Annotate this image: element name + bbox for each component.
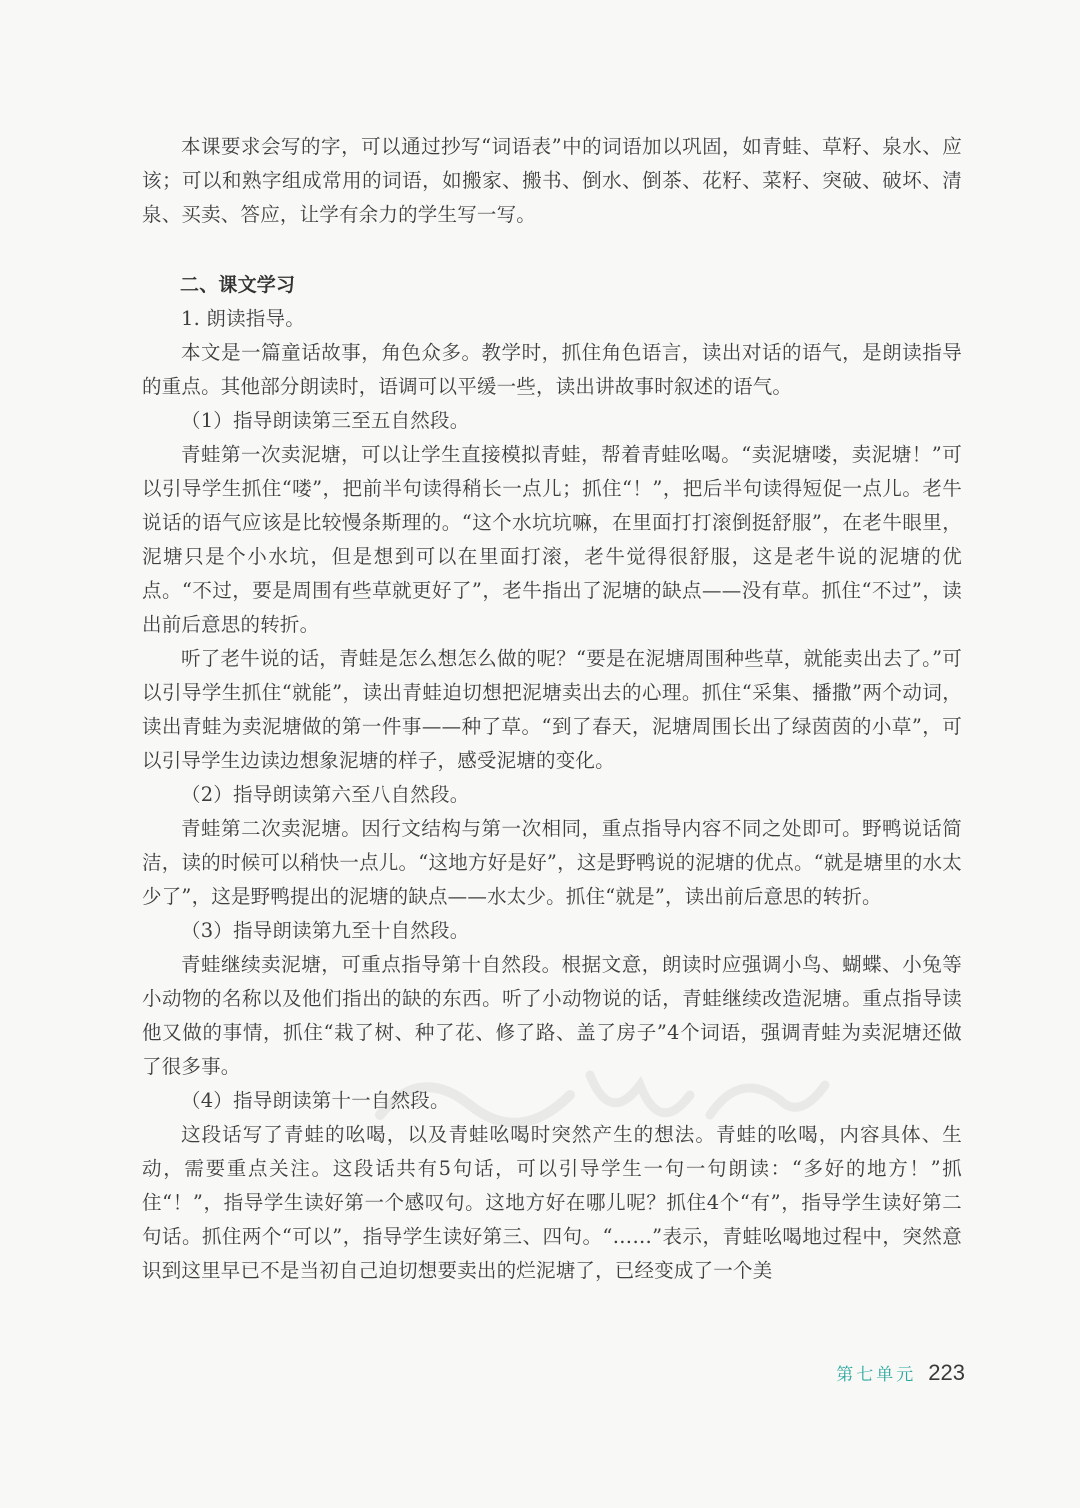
paragraph-continue-sale: 青蛙继续卖泥塘，可重点指导第十自然段。根据文意，朗读时应强调小鸟、蝴蝶、小兔等小动物的名称以及他们指出的缺的东西。听了小动物说的话，青蛙继续改造泥塘。重点指导读他又做的事情，抓住“栽了树、种了花、修了路、盖了房子”4个词语，强调青蛙为卖泥塘还做了很多事。 <box>142 953 962 1078</box>
paragraph-second-sale: 青蛙第二次卖泥塘。因行文结构与第一次相同，重点指导内容不同之处即可。野鸭说话简洁，读的时候可以稍快一点儿。“这地方好是好”，这是野鸭说的泥塘的优点。“就是塘里的水太少了”，这是野鸭提出的泥塘的缺点——水太少。抓住“就是”，读出前后意思的转折。 <box>142 817 962 908</box>
section-heading-text-study: 二、课文学习 <box>180 274 296 296</box>
body-text <box>142 130 962 1288</box>
paragraph-frog-calls: 这段话写了青蛙的吆喝，以及青蛙吆喝时突然产生的想法。青蛙的吆喝，内容具体、生动，需要重点关注。这段话共有5句话，可以引导学生一句一句朗读：“多好的地方！”抓住“！”，指导学生读好第一个感叹句。这地方好在哪儿呢？抓住4个“有”，指导学生读好第二句话。抓住两个“可以”，指导学生读好第三、四句。“……”表示，青蛙吆喝地过程中，突然意识到这里早已不是当初自己迫切想要卖出的烂泥塘了，已经变成了一个美 <box>142 1123 962 1282</box>
paragraph-writing-practice: 本课要求会写的字，可以通过抄写“词语表”中的词语加以巩固，如青蛙、草籽、泉水、应该；可以和熟字组成常用的词语，如搬家、搬书、倒水、倒茶、花籽、菜籽、突破、破坏、清泉、买卖、答应，让学有余力的学生写一写。 <box>142 135 962 226</box>
page-footer <box>836 1360 965 1386</box>
subsection-2: （2）指导朗读第六至八自然段。 <box>181 783 470 806</box>
unit-label: 第七单元 <box>836 1365 917 1385</box>
subsection-1: （1）指导朗读第三至五自然段。 <box>181 409 470 432</box>
paragraph-reading-intro: 本文是一篇童话故事，角色众多。教学时，抓住角色语言，读出对话的语气，是朗读指导的重点。其他部分朗读时，语调可以平缓一些，读出讲故事时叙述的语气。 <box>142 341 962 398</box>
subsection-4: （4）指导朗读第十一自然段。 <box>181 1089 450 1112</box>
subsection-3: （3）指导朗读第九至十自然段。 <box>181 919 470 942</box>
subheading-reading-guidance: 1. 朗读指导。 <box>181 307 305 330</box>
page-number: 223 <box>928 1360 965 1385</box>
paragraph-plant-grass: 听了老牛说的话，青蛙是怎么想怎么做的呢？“要是在泥塘周围种些草，就能卖出去了。”可以引导学生抓住“就能”，读出青蛙迫切想把泥塘卖出去的心理。抓住“采集、播撒”两个动词，读出青蛙为卖泥塘做的第一件事——种了草。“到了春天，泥塘周围长出了绿茵茵的小草”，可以引导学生边读边想象泥塘的样子，感受泥塘的变化。 <box>142 647 962 772</box>
paragraph-first-sale: 青蛙第一次卖泥塘，可以让学生直接模拟青蛙，帮着青蛙吆喝。“卖泥塘喽，卖泥塘！”可以引导学生抓住“喽”，把前半句读得稍长一点儿；抓住“！”，把后半句读得短促一点儿。老牛说话的语气应该是比较慢条斯理的。“这个水坑坑嘛，在里面打打滚倒挺舒服”，在老牛眼里，泥塘只是个小水坑，但是想到可以在里面打滚，老牛觉得很舒服，这是老牛说的泥塘的优点。“不过，要是周围有些草就更好了”，老牛指出了泥塘的缺点——没有草。抓住“不过”，读出前后意思的转折。 <box>142 443 962 636</box>
